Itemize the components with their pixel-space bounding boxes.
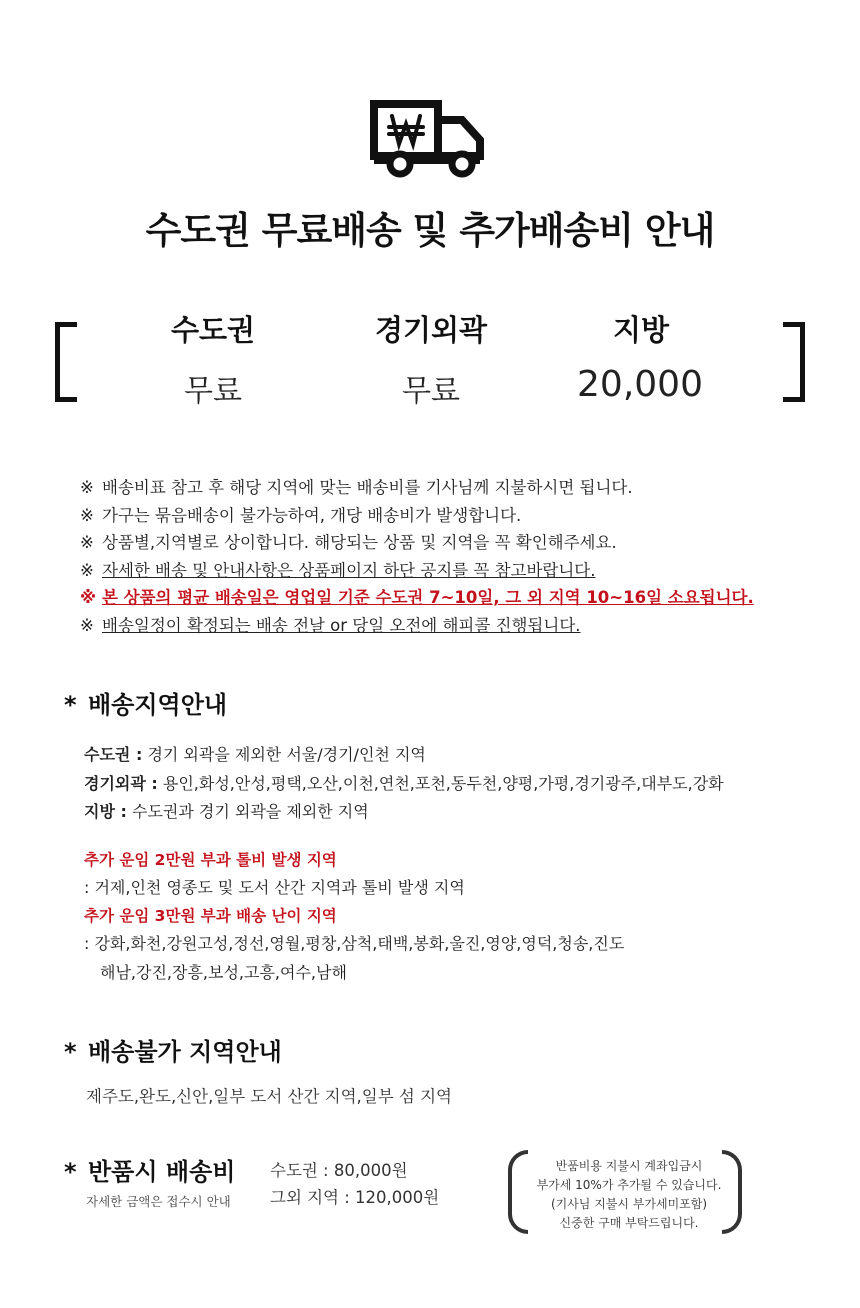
extra-fee-areas [84, 846, 624, 988]
zone-local-fee: 20,000 [577, 364, 703, 405]
delivery-truck-won-icon [370, 100, 488, 180]
zone-outer-fee: 무료 [402, 374, 460, 409]
extra-fee-title-1: 추가 운임 2만원 부과 톨비 발생 지역 [84, 851, 337, 869]
right-bracket [783, 322, 805, 402]
area-outer: 경기외곽 : 용인,화성,안성,평택,오산,이천,연천,포천,동두천,양평,가평,경기광주,대부도,강화 [84, 773, 724, 793]
return-fee-prices [270, 1157, 439, 1211]
extra-fee-desc-2: : 강화,화천,강원고성,정선,영월,평창,삼척,태백,봉화,울진,영양,영덕,청송,진도 [84, 934, 625, 953]
area-local: 지방 : 수도권과 경기 외곽을 제외한 지역 [84, 802, 369, 821]
page-title: 수도권 무료배송 및 추가배송비 안내 [145, 209, 715, 252]
extra-fee-desc-2b: 해남,강진,장흥,보성,고흥,여수,남해 [100, 963, 347, 982]
return-fee-sub: 자세한 금액은 접수시 안내 [86, 1194, 231, 1209]
delivery-area-list [84, 741, 724, 827]
return-fee-note: 반품비용 지불시 계좌입금시 부가세 10%가 추가될 수 있습니다. (기사님 지불시 부가세미포함) 신중한 구매 부탁드립니다. [536, 1159, 722, 1230]
zone-capital-fee: 무료 [184, 374, 242, 409]
left-bracket [55, 322, 77, 402]
area-capital: 수도권 : 경기 외곽을 제외한 서울/경기/인천 지역 [84, 745, 426, 764]
notice-item: ※ 배송비표 참고 후 해당 지역에 맞는 배송비를 기사님께 지불하시면 됩니다. [80, 478, 633, 497]
no-delivery-heading: * 배송불가 지역안내 [64, 1038, 282, 1066]
no-delivery-desc: 제주도,완도,신안,일부 도서 산간 지역,일부 섬 지역 [86, 1087, 452, 1106]
zone-outer-name: 경기외곽 [374, 313, 488, 347]
zone-capital-name: 수도권 [170, 313, 256, 347]
notice-item: ※ 배송일정이 확정되는 배송 전날 or 당일 오전에 해피콜 진행됩니다. [80, 615, 581, 635]
notice-item: ※ 자세한 배송 및 안내사항은 상품페이지 하단 공지를 꼭 참고바랍니다. [80, 560, 596, 580]
return-fee-heading: * 반품시 배송비 [64, 1158, 236, 1186]
notice-item: ※ 상품별,지역별로 상이합니다. 해당되는 상품 및 지역을 꼭 확인해주세요. [80, 533, 617, 552]
notice-item-highlight: ※ 본 상품의 평균 배송일은 영업일 기준 수도권 7~10일, 그 외 지역 10~16일 소요됩니다. [80, 588, 754, 607]
return-fee-other: 그외 지역 : 120,000원 [270, 1188, 440, 1207]
notice-list [80, 474, 820, 639]
return-fee-capital: 수도권 : 80,000원 [270, 1161, 408, 1180]
extra-fee-desc-1: : 거제,인천 영종도 및 도서 산간 지역과 톨비 발생 지역 [84, 878, 465, 897]
delivery-area-heading: * 배송지역안내 [64, 691, 228, 719]
extra-fee-title-2: 추가 운임 3만원 부과 배송 난이 지역 [84, 907, 337, 925]
zone-local-name: 지방 [612, 313, 670, 347]
notice-item: ※ 가구는 묶음배송이 불가능하여, 개당 배송비가 발생합니다. [80, 505, 522, 525]
